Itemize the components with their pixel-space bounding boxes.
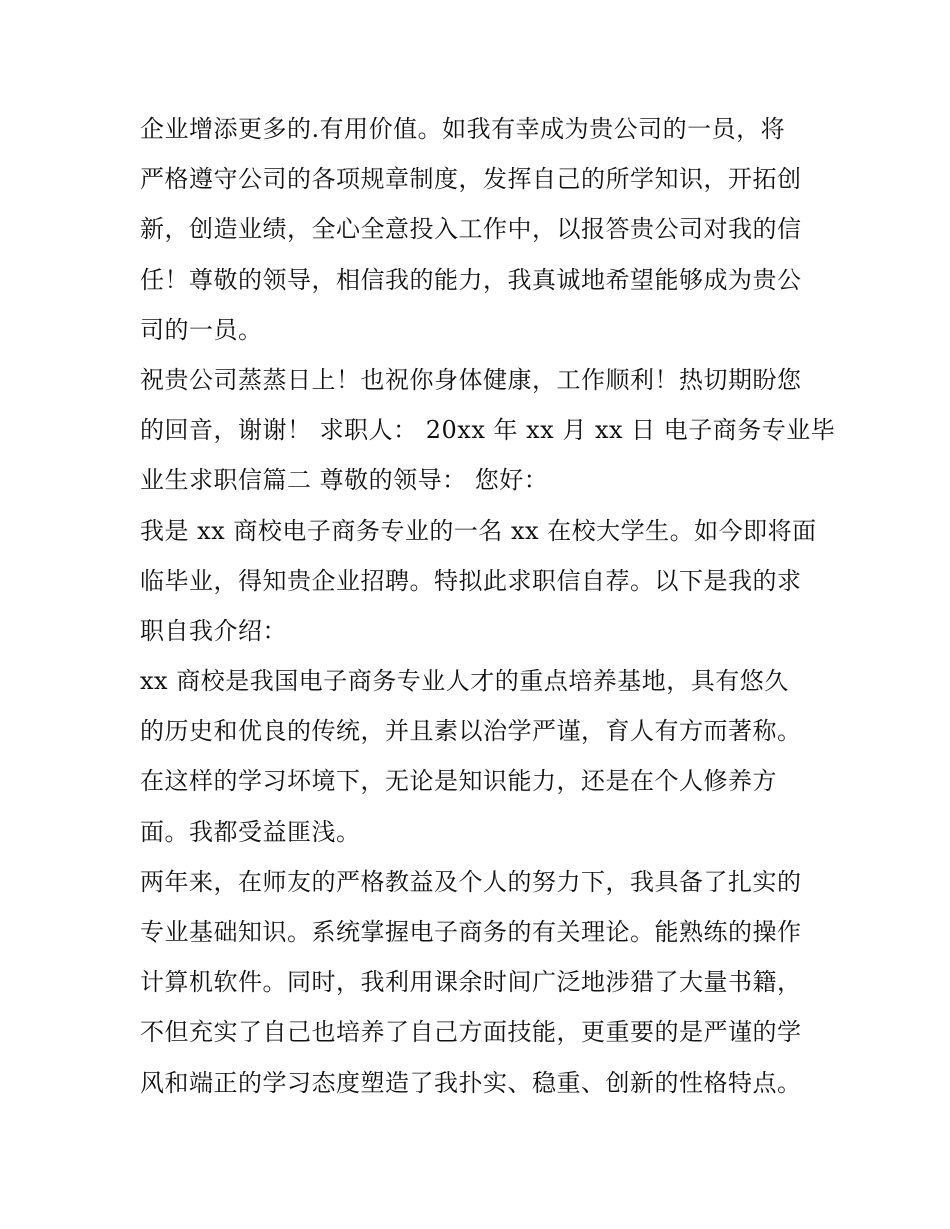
text-line-5: 司的一员。 [140, 315, 263, 344]
text-line-20: 风和端正的学习态度塑造了我扑实、稳重、创新的性格特点。 [140, 1068, 802, 1097]
text-line-10: 临毕业，得知贵企业招聘。特拟此求职信自荐。以下是我的求 [140, 566, 802, 595]
text-line-12: xx 商校是我国电子商务专业人才的重点培养基地，具有悠久 [140, 667, 789, 696]
text-line-1: 企业增添更多的.有用价值。如我有幸成为贵公司的一员，将 [140, 115, 786, 143]
text-line-17: 专业基础知识。系统掌握电子商务的有关理论。能熟练的操作 [140, 918, 802, 946]
text-line-6: 祝贵公司蒸蒸日上！也祝你身体健康，工作顺利！热切期盼您 [140, 365, 802, 394]
text-line-7: 的回音，谢谢！ 求职人： 20xx 年 xx 月 xx 日 电子商务专业毕 [140, 416, 836, 445]
text-line-14: 在这样的学习坏境下，无论是知识能力，还是在个人修养方 [140, 767, 777, 796]
text-line-2: 严格遵守公司的各项规章制度，发挥自己的所学知识，开拓创 [140, 165, 802, 194]
text-line-8: 业生求职信篇二 尊敬的领导： 您好： [140, 466, 549, 495]
text-line-9: 我是 xx 商校电子商务专业的一名 xx 在校大学生。如今即将面 [140, 516, 817, 545]
text-line-19: 不但充实了自己也培养了自己方面技能，更重要的是严谨的学 [140, 1018, 802, 1047]
text-line-4: 任！尊敬的领导，相信我的能力，我真诚地希望能够成为贵公 [140, 265, 802, 294]
text-line-11: 职自我介绍： [140, 616, 287, 645]
text-line-13: 的历史和优良的传统，并且素以治学严谨，育人有方而著称。 [140, 717, 802, 746]
text-line-15: 面。我都受益匪浅。 [140, 817, 361, 846]
text-line-18: 计算机软件。同时，我利用课余时间广泛地涉猎了大量书籍， [140, 968, 802, 997]
document-body [140, 104, 836, 1108]
text-line-3: 新，创造业绩，全心全意投入工作中，以报答贵公司对我的信 [140, 215, 802, 244]
text-line-16: 两年来，在师友的严格教益及个人的努力下，我具备了扎实的 [140, 867, 802, 896]
